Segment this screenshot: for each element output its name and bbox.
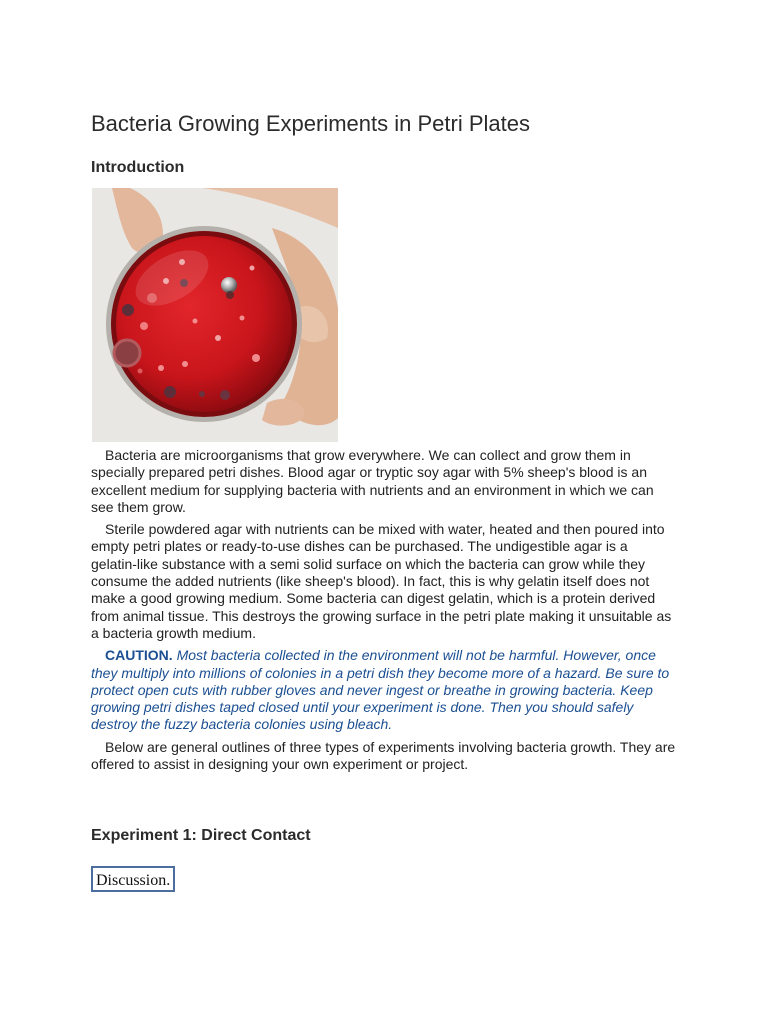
- experiment-1-heading: Experiment 1: Direct Contact: [91, 827, 311, 844]
- discussion-button[interactable]: Discussion.: [91, 866, 175, 892]
- introduction-heading: Introduction: [91, 159, 185, 176]
- caution-text: Most bacteria collected in the environment will not be harmful. However, once they multiply into millions of colonies in a petri dish they become more of a hazard. Be sure to protect open cuts with rubber gloves and never ingest or breathe in growing bacteria. Keep growing petri dishes taped closed until your experiment is done. Then you should safely destroy the fuzzy bacteria colonies using bleach.: [91, 647, 670, 733]
- intro-paragraph-2: Sterile powdered agar with nutrients can be mixed with water, heated and then poured into empty petri plates or ready-to-use dishes can be purchased. The undigestible agar is a gelatin-like substance with a semi solid surface on which the bacteria can grow while they consume the added nutrients (like sheep's blood). In fact, this is why gelatin itself does not make a good growing medium. Some bacteria can digest gelatin, which is a protein derived from animal tissue. This destroys the growing surface in the petri plate making it unsuitable as a bacteria growth medium.: [91, 521, 672, 641]
- caution-label: CAUTION.: [105, 647, 173, 664]
- caution-paragraph: [91, 647, 677, 733]
- petri-dish-illustration: [92, 188, 338, 442]
- intro-body: [91, 447, 677, 773]
- intro-paragraph-4: Below are general outlines of three types of experiments involving bacteria growth. They are offered to assist in designing your own experiment or project.: [91, 738, 676, 773]
- intro-paragraph-1: Bacteria are microorganisms that grow everywhere. We can collect and grow them in specially prepared petri dishes. Blood agar or tryptic soy agar with 5% sheep's blood is an excellent medium for supplying bacteria with nutrients and an environment in which we can see them grow.: [91, 447, 654, 515]
- page-title: Bacteria Growing Experiments in Petri Plates: [91, 111, 530, 136]
- petri-dish-photo: [92, 188, 338, 442]
